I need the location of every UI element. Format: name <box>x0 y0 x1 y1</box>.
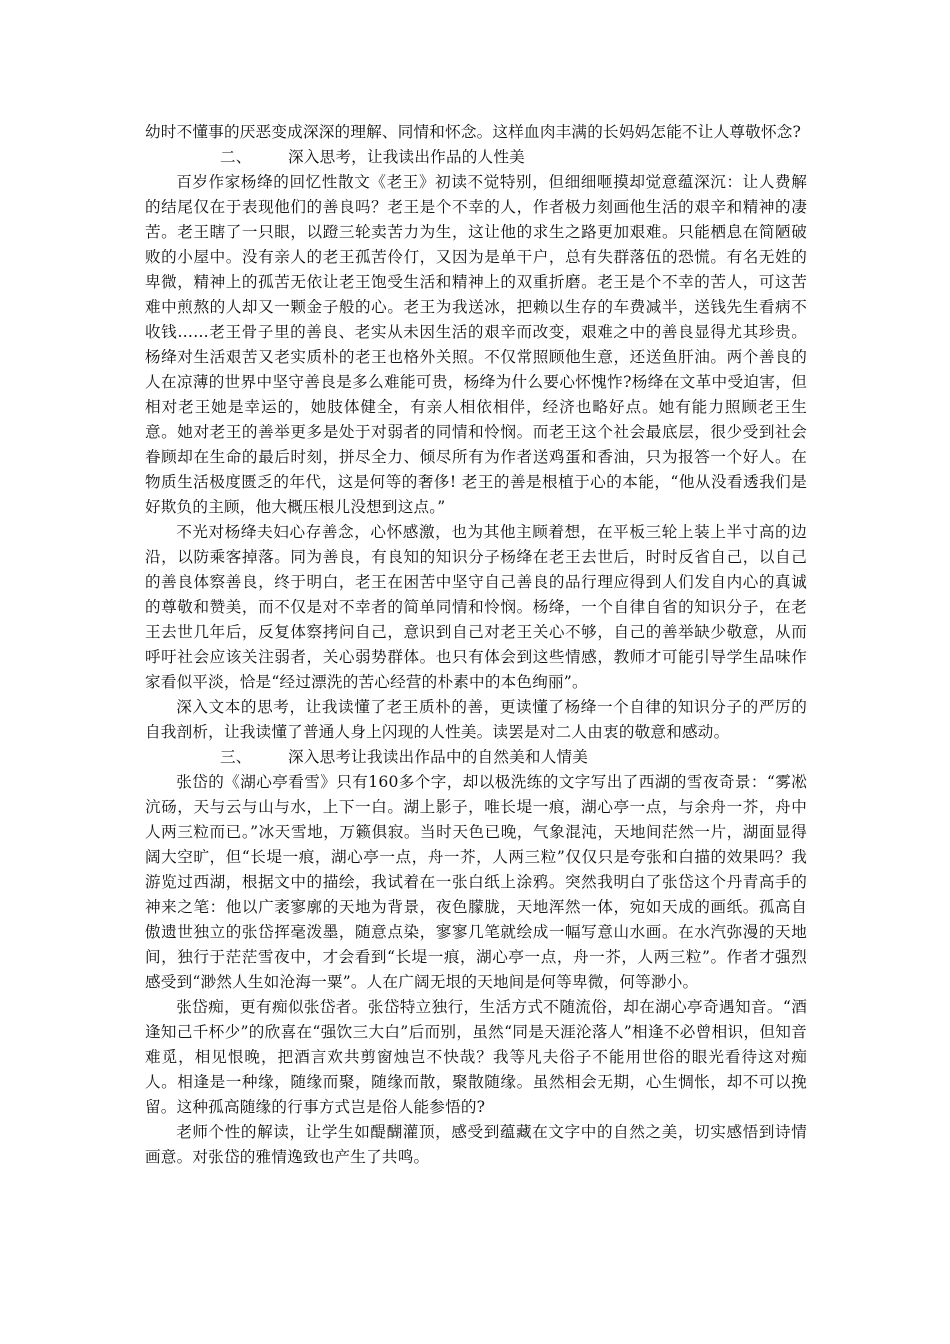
section-3-title: 深入思考让我读出作品中的自然美和人情美 <box>288 748 589 766</box>
section-3-heading <box>145 745 807 770</box>
section-3-paragraph-3: 老师个性的解读，让学生如醍醐灌顶，感受到蕴藏在文字中的自然之美，切实感悟到诗情画意。对张岱的雅情逸致也产生了共鸣。 <box>145 1123 807 1166</box>
section-2-paragraph-2: 不光对杨绛夫妇心存善念，心怀感激，也为其他主顾着想，在平板三轮上装上半寸高的边沿，以防乘客掉落。同为善良，有良知的知识分子杨绛在老王去世后，时时反省自己，以自己的善良体察善良，终于明白，老王在困苦中坚守自己善良的品行理应得到人们发自内心的真诚的尊敬和赞美，而不仅是对不幸者的简单同情和怜悯。杨绛，一个自律自省的知识分子，在老王去世几年后，反复体察拷问自己，意识到自己对老王关心不够，自己的善举缺少敬意，从而呼吁社会应该关注弱者，关心弱势群体。也只有体会到这些情感，教师才可能引导学生品味作家看似平淡，恰是“经过漂洗的苦心经营的朴素中的本色绚丽”。 <box>145 523 807 691</box>
document-page <box>145 120 807 1170</box>
section-2-paragraph-3: 深入文本的思考，让我读懂了老王质朴的善，更读懂了杨绛一个自律的知识分子的严厉的自我剖析，让我读懂了普通人身上闪现的人性美。读罢是对二人由衷的敬意和感动。 <box>145 698 807 741</box>
section-3-paragraph-2: 张岱痴，更有痴似张岱者。张岱特立独行，生活方式不随流俗，却在湖心亭奇遇知音。“酒逢知己千杯少”的欣喜在“强饮三大白”后而别，虽然“同是天涯沦落人”相逢不必曾相识，但知音难觅，相见恨晚，把酒言欢共剪窗烛岂不快哉？我等凡夫俗子不能用世俗的眼光看待这对痴人。相逢是一种缘，随缘而聚，随缘而散，聚散随缘。虽然相会无期，心生惆怅，却不可以挽留。这种孤高随缘的行事方式岂是俗人能参悟的? <box>145 998 807 1116</box>
intro-continuation-paragraph: 幼时不懂事的厌恶变成深深的理解、同情和怀念。这样血肉丰满的长妈妈怎能不让人尊敬怀念? <box>145 123 802 141</box>
section-2-heading <box>145 145 807 170</box>
section-2-title: 深入思考，让我读出作品的人性美 <box>288 148 525 166</box>
section-2-paragraph-1: 百岁作家杨绛的回忆性散文《老王》初读不觉特别，但细细咂摸却觉意蕴深沉：让人费解的结尾仅在于表现他们的善良吗？老王是个不幸的人，作者极力刻画他生活的艰辛和精神的凄苦。老王瞎了一只眼，以蹬三轮卖苦力为生，这让他的求生之路更加艰难。只能栖息在简陋破败的小屋中。没有亲人的老王孤苦伶仃，又因为是单干户，总有失群落伍的恐慌。有名无姓的卑微，精神上的孤苦无依让老王饱受生活和精神上的双重折磨。老王是个不幸的苦人，可这苦难中煎熬的人却又一颗金子般的心。老王为我送冰，把赖以生存的车费减半，送钱先生看病不收钱……老王骨子里的善良、老实从未因生活的艰辛而改变，艰难之中的善良显得尤其珍贵。杨绛对生活艰苦又老实质朴的老王也格外关照。不仅常照顾他生意，还送鱼肝油。两个善良的人在凉薄的世界中坚守善良是多么难能可贵，杨绛为什么要心怀愧怍?杨绛在文革中受迫害，但相对老王她是幸运的，她肢体健全，有亲人相依相伴，经济也略好点。她有能力照顾老王生意。她对老王的善举更多是处于对弱者的同情和怜悯。而老王这个社会最底层，很少受到社会眷顾却在生命的最后时刻，拼尽全力、倾尽所有为作者送鸡蛋和香油，只为报答一个好人。在物质生活极度匮乏的年代，这是何等的奢侈! 老王的善是根植于心的本能，“他从没看透我们是好欺负的主顾，他大概压根儿没想到这点。” <box>145 173 807 516</box>
section-2-number: 二、 <box>220 148 252 166</box>
section-3-paragraph-1: 张岱的《湖心亭看雪》只有160多个字，却以极洗练的文字写出了西湖的雪夜奇景：“雾凇沆砀，天与云与山与水，上下一白。湖上影子，唯长堤一痕，湖心亭一点，与余舟一芥，舟中人两三粒而已。”冰天雪地，万籁俱寂。当时天色已晚，气象混沌，天地间茫然一片，湖面显得阔大空旷，但“长堤一痕，湖心亭一点，舟一芥，人两三粒”仅仅只是夸张和白描的效果吗？我游览过西湖，根据文中的描绘，我试着在一张白纸上涂鸦。突然我明白了张岱这个丹青高手的神来之笔：他以广袤寥廓的天地为背景，夜色朦胧，天地浑然一体，宛如天成的画纸。孤高自傲遗世独立的张岱挥毫泼墨，随意点染，寥寥几笔就绘成一幅写意山水画。在水汽弥漫的天地间，独行于茫茫雪夜中，才会看到“长堤一痕，湖心亭一点，舟一芥，人两三粒”。作者才强烈感受到“渺然人生如沧海一粟”。人在广阔无垠的天地间是何等卑微，何等渺小。 <box>145 773 807 991</box>
section-3-number: 三、 <box>220 748 252 766</box>
